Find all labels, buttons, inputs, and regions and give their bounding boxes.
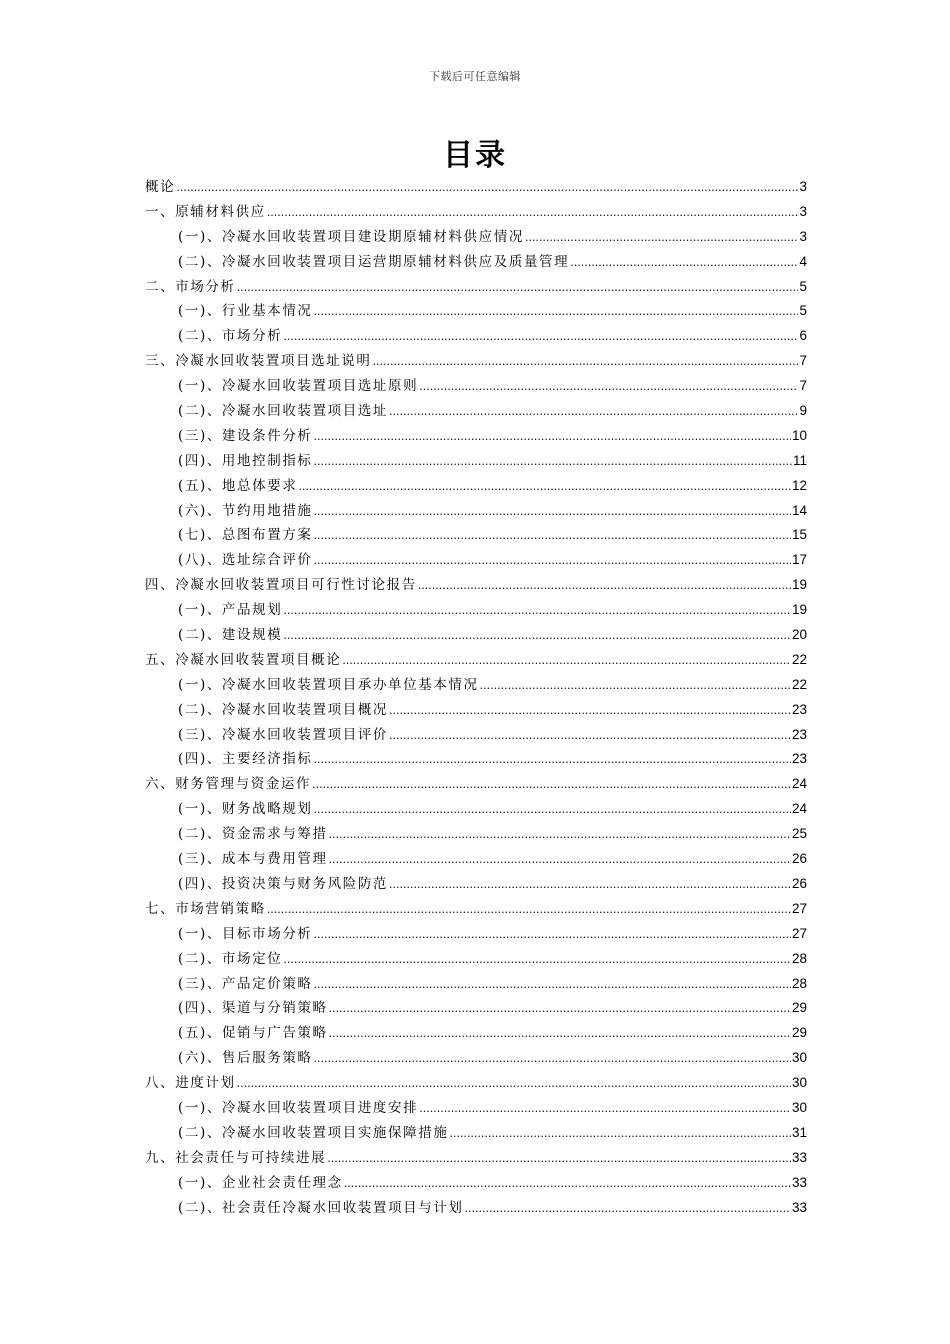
toc-chapter-entry[interactable] [145, 275, 807, 300]
toc-dot-leader [389, 400, 798, 425]
toc-entry-title: (五)、地总体要求 [178, 477, 298, 494]
toc-dot-leader [314, 450, 792, 475]
toc-section-entry[interactable] [145, 723, 807, 748]
toc-page-number: 6 [799, 328, 807, 344]
toc-title: 目录 [443, 138, 507, 173]
toc-dot-leader [314, 1047, 791, 1072]
toc-section-entry[interactable] [145, 747, 807, 772]
toc-section-entry[interactable] [145, 1171, 807, 1196]
toc-entry-title: (四)、渠道与分销策略 [178, 1000, 328, 1017]
toc-page-number: 23 [791, 751, 807, 767]
toc-entry-title: (二)、冷凝水回收装置项目实施保障措施 [178, 1124, 449, 1141]
toc-entry-title: (七)、总图布置方案 [178, 527, 313, 544]
toc-dot-leader [176, 176, 798, 201]
toc-dot-leader [237, 276, 799, 301]
toc-entry-title: (六)、售后服务策略 [178, 1050, 313, 1067]
toc-page-number: 5 [799, 278, 807, 294]
toc-page-number: 31 [791, 1124, 807, 1140]
toc-page-number: 7 [799, 378, 807, 394]
toc-entry-title: 三、冷凝水回收装置项目选址说明 [145, 353, 372, 370]
toc-dot-leader [314, 524, 791, 549]
toc-entry-title: (一)、目标市场分析 [178, 925, 313, 942]
toc-entry-title: (三)、成本与费用管理 [178, 851, 328, 868]
toc-dot-leader [389, 699, 791, 724]
toc-page-number: 22 [791, 676, 807, 692]
toc-section-entry[interactable] [145, 474, 807, 499]
toc-section-entry[interactable] [145, 250, 807, 275]
toc-entry-title: (二)、冷凝水回收装置项目运营期原辅材料供应及质量管理 [178, 253, 570, 270]
toc-section-entry[interactable] [145, 548, 807, 573]
toc-entry-title: (一)、冷凝水回收装置项目进度安排 [178, 1099, 419, 1116]
toc-page-number: 28 [791, 950, 807, 966]
toc-page-number: 33 [791, 1149, 807, 1165]
toc-dot-leader [342, 649, 791, 674]
toc-dot-leader [525, 226, 799, 251]
toc-section-entry[interactable] [145, 324, 807, 349]
toc-entry-title: (二)、市场定位 [178, 950, 283, 967]
toc-page-number: 23 [791, 726, 807, 742]
toc-page-number: 9 [799, 403, 807, 419]
toc-section-entry[interactable] [145, 1021, 807, 1046]
toc-page-number: 3 [799, 203, 807, 219]
toc-entry-title: (三)、产品定价策略 [178, 975, 313, 992]
toc-dot-leader [344, 1172, 791, 1197]
toc-page-number: 29 [791, 1025, 807, 1041]
toc-entry-title: (八)、选址综合评价 [178, 552, 313, 569]
toc-page-number: 3 [799, 228, 807, 244]
toc-entry-title: 四、冷凝水回收装置项目可行性讨论报告 [145, 577, 417, 594]
toc-chapter-entry[interactable] [145, 349, 807, 374]
toc-page-number: 33 [791, 1199, 807, 1215]
toc-page-number: 33 [791, 1174, 807, 1190]
toc-dot-leader [465, 1197, 791, 1222]
toc-dot-leader [283, 624, 791, 649]
toc-entry-title: 八、进度计划 [145, 1075, 236, 1092]
toc-section-entry[interactable] [145, 673, 807, 698]
toc-dot-leader [314, 923, 791, 948]
toc-dot-leader [480, 674, 791, 699]
toc-section-entry[interactable] [145, 374, 807, 399]
toc-chapter-entry[interactable] [145, 1146, 807, 1171]
toc-dot-leader [329, 997, 791, 1022]
toc-page-number: 28 [791, 975, 807, 991]
toc-section-entry[interactable] [145, 698, 807, 723]
toc-page-number: 20 [791, 627, 807, 643]
toc-page-number: 29 [791, 1000, 807, 1016]
toc-dot-leader [419, 375, 798, 400]
toc-dot-leader [314, 798, 791, 823]
toc-page-number: 24 [791, 801, 807, 817]
toc-dot-leader [389, 873, 791, 898]
toc-section-entry[interactable] [145, 598, 807, 623]
toc-dot-leader [267, 898, 791, 923]
toc-section-entry[interactable] [145, 1196, 807, 1221]
toc-dot-leader [298, 475, 791, 500]
toc-entry-title: (四)、主要经济指标 [178, 751, 313, 768]
toc-section-entry[interactable] [145, 225, 807, 250]
toc-page-number: 27 [791, 900, 807, 916]
toc-page-number: 30 [791, 1075, 807, 1091]
toc-list [145, 175, 807, 1220]
toc-entry-title: (四)、投资决策与财务风险防范 [178, 875, 389, 892]
toc-chapter-entry[interactable] [145, 648, 807, 673]
toc-entry-title: 一、原辅材料供应 [145, 203, 266, 220]
toc-section-entry[interactable] [145, 872, 807, 897]
toc-section-entry[interactable] [145, 299, 807, 324]
header-note: 下载后可任意编辑 [429, 70, 521, 83]
toc-page-number: 5 [799, 303, 807, 319]
toc-entry-title: (一)、行业基本情况 [178, 303, 313, 320]
toc-page-number: 12 [791, 477, 807, 493]
toc-entry-title: 五、冷凝水回收装置项目概论 [145, 651, 342, 668]
toc-section-entry[interactable] [145, 822, 807, 847]
toc-entry-title: 概论 [145, 179, 176, 195]
toc-section-entry[interactable] [145, 399, 807, 424]
toc-page-number: 15 [791, 527, 807, 543]
toc-entry-title: (二)、社会责任冷凝水回收装置项目与计划 [178, 1199, 464, 1216]
toc-entry-title: (一)、冷凝水回收装置项目建设期原辅材料供应情况 [178, 228, 524, 245]
toc-entry-title: (二)、市场分析 [178, 328, 283, 345]
toc-dot-leader [329, 1022, 791, 1047]
toc-page-number: 3 [799, 179, 807, 194]
toc-section-entry[interactable] [145, 996, 807, 1021]
toc-page-number: 14 [791, 502, 807, 518]
toc-section-entry[interactable] [145, 797, 807, 822]
toc-entry-title: 九、社会责任与可持续进展 [145, 1149, 327, 1166]
toc-dot-leader [267, 201, 799, 226]
toc-dot-leader [373, 350, 799, 375]
toc-section-entry[interactable] [145, 1096, 807, 1121]
toc-dot-leader [283, 325, 798, 350]
toc-section-entry[interactable] [145, 449, 807, 474]
toc-dot-leader [283, 599, 791, 624]
toc-page-number: 30 [791, 1099, 807, 1115]
toc-dot-leader [418, 574, 791, 599]
toc-entry-title: (一)、产品规划 [178, 602, 283, 619]
toc-page-number: 25 [791, 826, 807, 842]
toc-page-number: 10 [791, 427, 807, 443]
toc-entry-title: (一)、企业社会责任理念 [178, 1174, 343, 1191]
toc-dot-leader [449, 1122, 791, 1147]
toc-entry-title: (四)、用地控制指标 [178, 452, 313, 469]
toc-section-entry[interactable] [145, 499, 807, 524]
toc-entry-title: (一)、冷凝水回收装置项目承办单位基本情况 [178, 676, 479, 693]
toc-dot-leader [314, 973, 791, 998]
toc-section-entry[interactable] [145, 1121, 807, 1146]
toc-dot-leader [314, 549, 791, 574]
toc-page-number: 27 [791, 925, 807, 941]
toc-entry-title: (一)、冷凝水回收装置项目选址原则 [178, 378, 419, 395]
toc-entry-title: (五)、促销与广告策略 [178, 1025, 328, 1042]
toc-section-entry[interactable] [145, 424, 807, 449]
toc-section-entry[interactable] [145, 972, 807, 997]
toc-dot-leader [327, 1147, 791, 1172]
toc-page-number: 19 [791, 577, 807, 593]
toc-entry-title: 二、市场分析 [145, 278, 236, 295]
toc-dot-leader [314, 300, 799, 325]
toc-page-number: 26 [791, 875, 807, 891]
toc-dot-leader [314, 500, 791, 525]
toc-dot-leader [329, 823, 791, 848]
toc-dot-leader [419, 1097, 791, 1122]
toc-dot-leader [314, 748, 791, 773]
toc-section-entry[interactable] [145, 523, 807, 548]
toc-entry-title: 六、财务管理与资金运作 [145, 776, 312, 793]
toc-entry-title: (三)、建设条件分析 [178, 427, 313, 444]
toc-page-number: 11 [792, 452, 807, 468]
toc-page-number: 17 [791, 552, 807, 568]
toc-dot-leader [237, 1072, 791, 1097]
toc-entry-title: (二)、冷凝水回收装置项目概况 [178, 701, 389, 718]
toc-page-number: 19 [791, 602, 807, 618]
toc-dot-leader [312, 773, 791, 798]
toc-section-entry[interactable] [145, 847, 807, 872]
toc-entry-title: 七、市场营销策略 [145, 900, 266, 917]
toc-entry-title: (二)、资金需求与筹措 [178, 826, 328, 843]
toc-entry-title: (三)、冷凝水回收装置项目评价 [178, 726, 389, 743]
toc-section-entry[interactable] [145, 922, 807, 947]
toc-page-number: 23 [791, 701, 807, 717]
toc-section-entry[interactable] [145, 1046, 807, 1071]
toc-entry-title: (二)、建设规模 [178, 627, 283, 644]
toc-chapter-entry[interactable] [145, 772, 807, 797]
toc-page-number: 22 [791, 651, 807, 667]
toc-chapter-entry[interactable] [145, 1071, 807, 1096]
toc-dot-leader [314, 425, 791, 450]
toc-page-number: 26 [791, 851, 807, 867]
toc-chapter-entry[interactable] [145, 897, 807, 922]
toc-dot-leader [389, 724, 791, 749]
toc-page-number: 24 [791, 776, 807, 792]
toc-page-number: 7 [799, 353, 807, 369]
toc-section-entry[interactable] [145, 947, 807, 972]
toc-entry-title: (六)、节约用地措施 [178, 502, 313, 519]
toc-chapter-entry[interactable] [145, 175, 807, 200]
toc-page-number: 30 [791, 1050, 807, 1066]
toc-dot-leader [570, 251, 798, 276]
toc-chapter-entry[interactable] [145, 573, 807, 598]
toc-dot-leader [329, 848, 791, 873]
toc-entry-title: (一)、财务战略规划 [178, 801, 313, 818]
toc-chapter-entry[interactable] [145, 200, 807, 225]
toc-dot-leader [283, 948, 791, 973]
toc-entry-title: (二)、冷凝水回收装置项目选址 [178, 403, 389, 420]
toc-page-number: 4 [799, 253, 807, 269]
toc-section-entry[interactable] [145, 623, 807, 648]
